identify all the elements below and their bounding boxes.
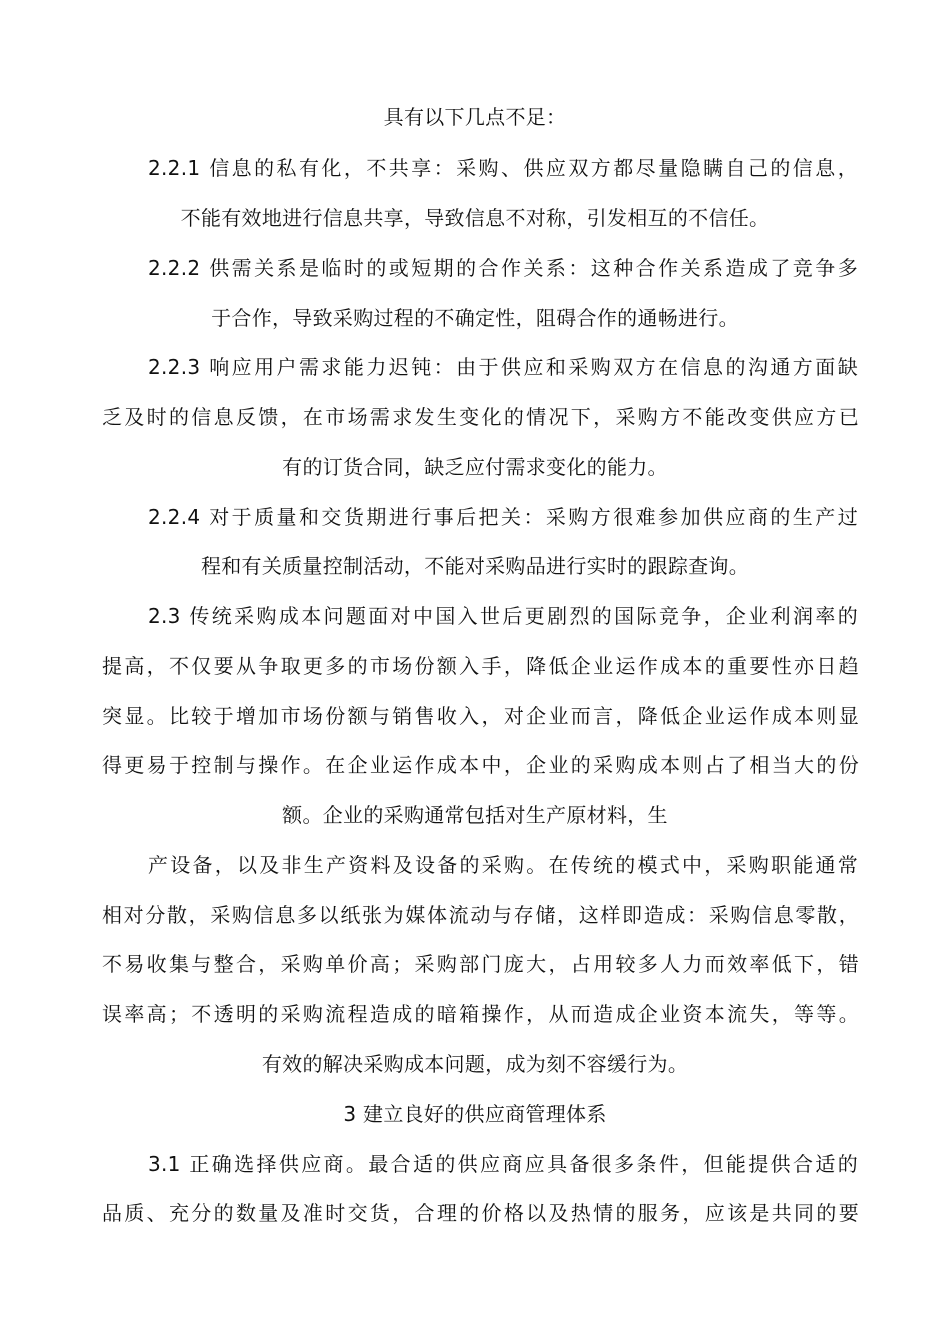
paragraph-2-3-line-5: 额。企业的采购通常包括对生产原材料，生 [282,803,668,827]
paragraph-2-2-3-line-2: 乏及时的信息反馈，在市场需求发生变化的情况下，采购方不能改变供应方已 [102,405,859,429]
paragraph-continued-line-3: 不易收集与整合，采购单价高；采购部门庞大，占用较多人力而效率低下，错 [102,952,859,976]
paragraph-continued-line-4: 误率高；不透明的采购流程造成的暗箱操作，从而造成企业资本流失，等等。 [102,1002,859,1026]
paragraph-2-2-2-line-1: 2.2.2 供需关系是临时的或短期的合作关系：这种合作关系造成了竞争多 [148,256,858,280]
paragraph-2-2-4-line-1: 2.2.4 对于质量和交货期进行事后把关：采购方很难参加供应商的生产过 [148,505,858,529]
paragraph-continued-line-1: 产设备，以及非生产资料及设备的采购。在传统的模式中，采购职能通常 [148,853,858,877]
paragraph-2-2-3-line-3: 有的订货合同，缺乏应付需求变化的能力。 [282,455,668,479]
paragraph-2-3-line-2: 提高，不仅要从争取更多的市场份额入手，降低企业运作成本的重要性亦日趋 [102,654,859,678]
paragraph-2-3-line-4: 得更易于控制与操作。在企业运作成本中，企业的采购成本则占了相当大的份 [102,753,859,777]
paragraph-2-2-2-line-2: 于合作，导致采购过程的不确定性，阻碍合作的通畅进行。 [211,306,739,330]
paragraph-2-3-line-3: 突显。比较于增加市场份额与销售收入，对企业而言，降低企业运作成本则显 [102,704,859,728]
paragraph-continued-line-5: 有效的解决采购成本问题，成为刻不容缓行为。 [261,1052,689,1076]
text-line-intro: 具有以下几点不足： [383,105,567,129]
paragraph-2-2-4-line-2: 程和有关质量控制活动，不能对采购品进行实时的跟踪查询。 [200,554,750,578]
paragraph-2-2-1-line-1: 2.2.1 信息的私有化，不共享：采购、供应双方都尽量隐瞒自己的信息， [148,156,858,180]
paragraph-3-1-line-2: 品质、充分的数量及准时交货，合理的价格以及热情的服务，应该是共同的要 [102,1201,859,1225]
paragraph-2-2-3-line-1: 2.2.3 响应用户需求能力迟钝：由于供应和采购双方在信息的沟通方面缺 [148,355,858,379]
paragraph-2-3-line-1: 2.3 传统采购成本问题面对中国入世后更剧烈的国际竞争，企业利润率的 [148,604,858,628]
paragraph-2-2-1-line-2: 不能有效地进行信息共享，导致信息不对称，引发相互的不信任。 [180,206,770,230]
section-heading-3: 3 建立良好的供应商管理体系 [343,1102,607,1126]
paragraph-continued-line-2: 相对分散，采购信息多以纸张为媒体流动与存储，这样即造成：采购信息零散， [102,903,859,927]
paragraph-3-1-line-1: 3.1 正确选择供应商。最合适的供应商应具备很多条件，但能提供合适的 [148,1152,858,1176]
